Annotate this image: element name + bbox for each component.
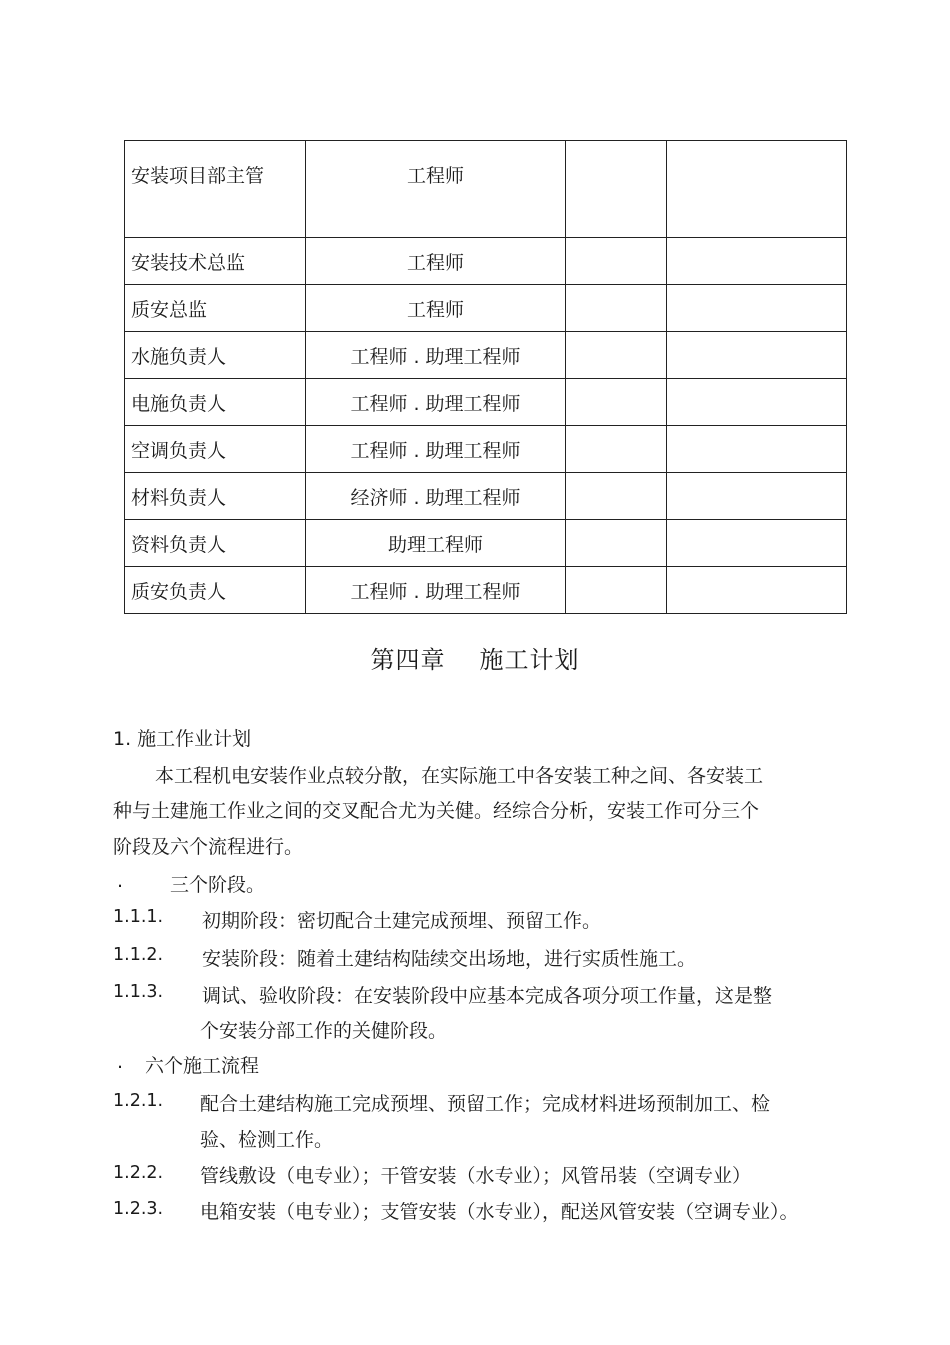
empty-cell (566, 567, 667, 614)
intro-line: 本工程机电安装作业点较分散，在实际施工中各安装工种之间、各安装工 (155, 765, 764, 787)
title-cell: 工程师 . 助理工程师 (306, 379, 566, 426)
item-number: 1.2.1. (113, 1091, 164, 1111)
title-cell: 工程师 . 助理工程师 (306, 567, 566, 614)
role-cell: 电施负责人 (125, 379, 306, 426)
table-row (125, 285, 847, 332)
title-cell: 工程师 (306, 141, 566, 238)
intro-line: 阶段及六个流程进行。 (113, 836, 304, 858)
role-cell: 安装技术总监 (125, 238, 306, 285)
role-cell: 材料负责人 (125, 473, 306, 520)
staff-table (124, 140, 847, 614)
table-row (125, 567, 847, 614)
section-heading: 1. 施工作业计划 (113, 728, 252, 750)
empty-cell (566, 426, 667, 473)
item-text: 初期阶段：密切配合土建完成预埋、预留工作。 (202, 910, 602, 932)
empty-cell (667, 141, 847, 238)
table-row (125, 520, 847, 567)
title-cell: 经济师 . 助理工程师 (306, 473, 566, 520)
role-cell: 空调负责人 (125, 426, 306, 473)
empty-cell (667, 426, 847, 473)
subsection-marker: . (117, 870, 124, 892)
title-cell: 工程师 (306, 285, 566, 332)
title-cell: 工程师 . 助理工程师 (306, 332, 566, 379)
item-text: 调试、验收阶段：在安装阶段中应基本完成各项分项工作量，这是整 (202, 985, 773, 1007)
empty-cell (566, 520, 667, 567)
item-number: 1.2.2. (113, 1163, 164, 1183)
subsection-heading: 三个阶段。 (170, 874, 266, 896)
item-text: 安装阶段：随着土建结构陆续交出场地，进行实质性施工。 (202, 948, 697, 970)
chapter-label: 第四章 (370, 646, 446, 674)
empty-cell (667, 379, 847, 426)
empty-cell (667, 520, 847, 567)
role-cell: 水施负责人 (125, 332, 306, 379)
item-text: 验、检测工作。 (200, 1129, 334, 1151)
empty-cell (566, 379, 667, 426)
item-number: 1.1.2. (113, 945, 164, 965)
subsection-heading: 六个施工流程 (145, 1055, 260, 1077)
table-row (125, 426, 847, 473)
empty-cell (667, 567, 847, 614)
item-number: 1.1.3. (113, 982, 164, 1002)
empty-cell (566, 332, 667, 379)
role-cell: 质安总监 (125, 285, 306, 332)
item-number: 1.2.3. (113, 1199, 164, 1219)
staff-table-body (125, 141, 847, 614)
item-text: 电箱安装（电专业）；支管安装（水专业），配送风管安装（空调专业）。 (200, 1201, 799, 1223)
chapter-title: 施工计划 (479, 646, 580, 674)
empty-cell (566, 141, 667, 238)
subsection-marker: . (117, 1051, 124, 1073)
chapter-heading (0, 640, 950, 675)
empty-cell (566, 238, 667, 285)
title-cell: 助理工程师 (306, 520, 566, 567)
empty-cell (667, 332, 847, 379)
role-cell: 资料负责人 (125, 520, 306, 567)
empty-cell (566, 473, 667, 520)
intro-line: 种与土建施工作业之间的交叉配合尤为关健。经综合分析，安装工作可分三个 (113, 800, 760, 822)
table-row (125, 332, 847, 379)
table-row (125, 238, 847, 285)
empty-cell (667, 285, 847, 332)
item-text: 配合土建结构施工完成预埋、预留工作；完成材料进场预制加工、检 (200, 1093, 771, 1115)
title-cell: 工程师 (306, 238, 566, 285)
empty-cell (667, 238, 847, 285)
table-row (125, 379, 847, 426)
role-cell: 安装项目部主管 (125, 141, 306, 238)
table-row (125, 473, 847, 520)
role-cell: 质安负责人 (125, 567, 306, 614)
empty-cell (566, 285, 667, 332)
title-cell: 工程师 . 助理工程师 (306, 426, 566, 473)
table-row (125, 141, 847, 238)
empty-cell (667, 473, 847, 520)
item-text: 个安装分部工作的关健阶段。 (200, 1020, 448, 1042)
item-text: 管线敷设（电专业）；干管安装（水专业）；风管吊装（空调专业） (200, 1165, 752, 1187)
item-number: 1.1.1. (113, 907, 164, 927)
